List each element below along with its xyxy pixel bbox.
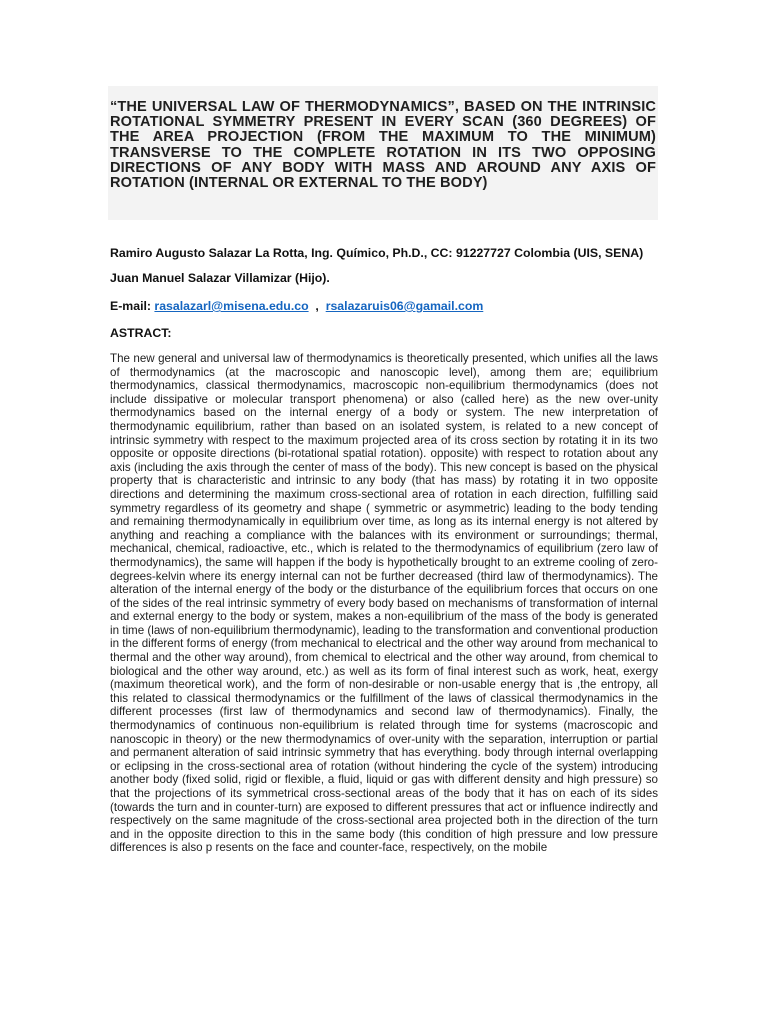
title-box xyxy=(108,86,658,220)
author-2: Juan Manuel Salazar Villamizar (Hijo). xyxy=(110,271,330,285)
document-title: “THE UNIVERSAL LAW OF THERMODYNAMICS”, BASED ON THE INTRINSIC ROTATIONAL SYMMETRY PRESENT IN EVERY SCAN (360 DEGREES) OF THE AREA PROJECTION (FROM THE MAXIMUM TO THE MINIMUM) TRANSVERSE TO THE COMPLETE ROTATION IN ITS TWO OPPOSING DIRECTIONS OF ANY BODY WITH MASS AND AROUND ANY AXIS OF ROTATION (INTERNAL OR EXTERNAL TO THE BODY) xyxy=(110,99,656,192)
author-1: Ramiro Augusto Salazar La Rotta, Ing. Químico, Ph.D., CC: 91227727 Colombia (UIS, SENA) xyxy=(110,246,644,260)
email-line xyxy=(110,299,483,313)
email-link-1[interactable]: rasalazarl@misena.edu.co xyxy=(154,299,309,313)
email-separator: , xyxy=(308,299,326,313)
abstract-heading: ASTRACT: xyxy=(110,326,172,340)
abstract-text: The new general and universal law of thermodynamics is theoretically presented, which unifies all the laws of thermodynamics (at the macroscopic and nanoscopic level), among them are; equilibrium thermodynamics, classical thermodynamics, macroscopic non-equilibrium thermodynamics (does not include dissipative or molecular transport phenomena) or also (called here) as the new over-unity thermodynamics based on the internal energy of a body or system. The new interpretation of thermodynamic equilibrium, rather than based on an isolated system, is related to a new concept of intrinsic symmetry with respect to the maximum projected area of its cross section by rotating it in its two opposite or opposite directions (bi-rotational spatial rotation). opposite) with respect to rotation about any axis (including the axis through the center of mass of the body). This new concept is based on the physical property that is characteristic and intrinsic to any body (that has mass) by rotating it in two opposite directions and determining the maximum cross-sectional area of rotation in each direction, fulfilling said symmetry regardless of its geometry and shape ( symmetric or asymmetric) leading to the body tending and remaining thermodynamically in equilibrium over time, as long as its internal energy is not altered by anything and reaching a compliance with the balances with its environment or surroundings; thermal, mechanical, chemical, radioactive, etc., which is related to the thermodynamics of equilibrium (zero law of thermodynamics), the same will happen if the body is hypothetically brought to an extreme cooling of zero-degrees-kelvin where its energy internal can not be further decreased (third law of thermodynamics). The alteration of the internal energy of the body or the disturbance of the equilibrium forces that occurs on one of the sides of the real intrinsic symmetry of every body based on mechanisms of transformation of internal and external energy to the body or system, makes a non-equilibrium of the mass of the body is generated in time (laws of non-equilibrium thermodynamic), leading to the transformation and conventional production in the different forms of energy (from mechanical to electrical and the other way around from mechanical to thermal and the other way around), from chemical to electrical and the other way around, from chemical to biological and the other way around, etc.) as well as its form of final interest such as work, heat, exergy (maximum theoretical work), and the form of non-desirable or non-usable energy that is ,the entropy, all this related to classical thermodynamics or the fulfillment of the laws of classical thermodynamics in the different processes (first law of thermodynamics and second law of thermodynamics). Finally, the thermodynamics of continuous non-equilibrium is related through time for systems (macroscopic and nanoscopic in theory) or the new thermodynamics of over-unity with the separation, interruption or partial and permanent alteration of said intrinsic symmetry that has everything. body through internal overlapping or eclipsing in the cross-sectional area of rotation (without hindering the cycle of the system) introducing another body (fixed solid, rigid or flexible, a fluid, liquid or gas with different density and high pressure) so that the projections of its symmetrical cross-sectional areas of the body that it has on each of its sides (towards the turn and in counter-turn) are exposed to different pressures that act or influence indirectly and respectively on the same magnitude of the cross-sectional area projected both in the direction of the turn and in the opposite direction to this in the same body (this condition of high pressure and low pressure differences is also p resents on the face and counter-face, respectively, on the mobile xyxy=(110,352,658,855)
email-label: E-mail: xyxy=(110,299,155,313)
email-link-2[interactable]: rsalazaruis06@gamail.com xyxy=(325,299,484,313)
